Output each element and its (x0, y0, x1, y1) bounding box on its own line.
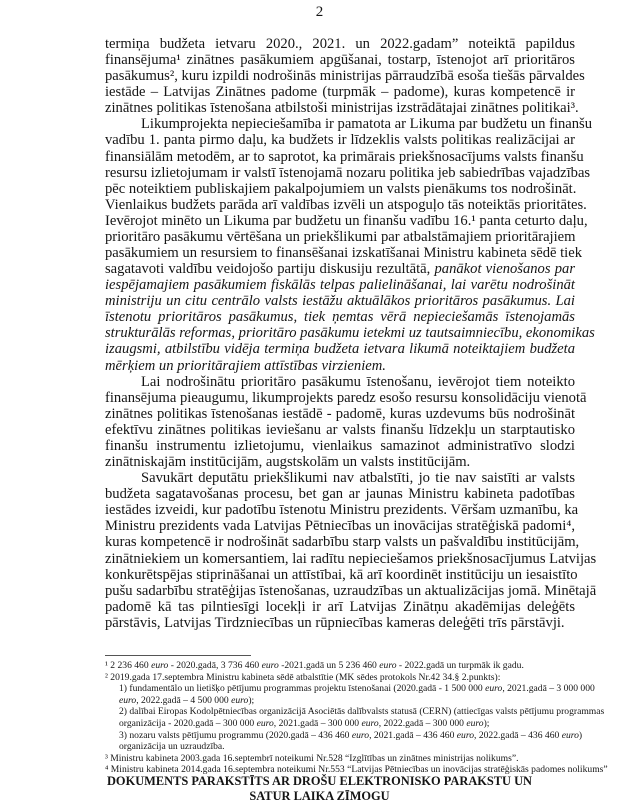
text-line (105, 325, 595, 342)
text-line (105, 132, 575, 148)
text-run: Ministru prezidents vada Latvijas Pētniecības un inovācijas stratēģiskā padomi⁴, (105, 518, 575, 535)
text-line (105, 196, 587, 213)
text-line (105, 277, 575, 293)
text-line (105, 422, 575, 438)
body-text (105, 36, 597, 631)
text-line (105, 358, 575, 374)
text-run: zinātnes politikas īstenošanas iestādē - padomē, kuras uzdevums būs nodrošināt (105, 405, 575, 422)
text-run: Savukārt deputātu priekšlikumi nav atbalstīti, jo tie nav saistīti ar valsts (141, 470, 575, 487)
text-run: Lai nodrošinātu prioritāro pasākumu īstenošanu, ievērojot tiem noteikto (141, 373, 575, 390)
text-line (105, 116, 593, 133)
text-line (105, 470, 575, 486)
text-line (105, 36, 575, 52)
text-run: termiņa budžeta ietvaru 2020., 2021. un 2022.gadam” noteiktā papildus (105, 36, 575, 52)
signature-notice-line-2: SATUR LAIKA ZĪMOGU (249, 789, 390, 803)
text-run: zinātniekiem un komersantiem, lai radītu nepieciešamos priekšnosacījumus Latvijas (105, 550, 597, 567)
text-line (105, 389, 587, 406)
text-run: efektīvu zinātnes politikas ieviešanu ar valsts finanšu līdzekļu un starptautisko (105, 421, 575, 438)
text-run: pušu sadarbību stratēģijas īstenošanas, uzraudzības un aktualizācijas jomā. Minētajā (105, 582, 597, 599)
italic-text-run: īstenotu prioritāros pasākumus, tiek ņemtas vērā nepieciešamās īstenojamās (105, 309, 575, 326)
text-line (105, 534, 580, 551)
paragraph (105, 116, 595, 374)
text-line (105, 518, 575, 534)
text-run: sagatavoti valdību veidojošo partiju diskusiju rezultātā, (105, 261, 435, 278)
footnote-line: organizācija - 2020.gadā – 300 000 euro, 2021.gadā – 300 000 euro, 2022.gadā – 300 000 euro); (119, 717, 490, 729)
text-line (105, 164, 591, 181)
footnote-line: ³ Ministru kabineta 2003.gada 16.septembrī noteikumi Nr.528 “Izglītības un zinātnes ministrijas nolikums”. (105, 752, 519, 764)
text-run: iestādes izveidi, kur padotību īstenotu Ministru prezidents. Vēršam uzmanību, ka (105, 502, 579, 519)
text-run: finanšu instrumentu izlietojumu, vienlaikus samazinot administratīvo slodzi (105, 437, 575, 454)
text-line (105, 566, 578, 583)
text-run: pēc noteiktiem publiskajiem pakalpojumiem un valsts pienākums tos nodrošināt. (105, 180, 577, 197)
page-number: 2 (315, 4, 324, 20)
text-line (105, 454, 575, 470)
paragraph (105, 470, 597, 631)
italic-text-run: iespējamajiem pasākumiem fiskālās telpas palielināšanai, lai varētu nodrošināt (105, 277, 575, 294)
footnotes (105, 660, 608, 776)
text-line (105, 582, 597, 599)
text-line (105, 52, 575, 68)
italic-text-run: mērķiem un prioritārajiem attīstības virzieniem. (105, 357, 386, 374)
text-run: padomē kā tas pilntiesīgi locekļi ir arī Latvijas Zinātņu akadēmijas deleģēts (105, 598, 575, 615)
text-line (105, 181, 575, 197)
text-run: iestāde – Latvijas Zinātnes padome (turpmāk – padome), kuras kompetencē ir (105, 84, 575, 101)
italic-text-run: strukturālās reformas, prioritāro pasākumu ietekmi uz tautsaimniecību, ekonomikas (105, 325, 595, 342)
text-line (105, 438, 575, 454)
paragraph (105, 36, 585, 117)
text-line (105, 486, 575, 502)
text-line (105, 502, 579, 519)
signature-notice (0, 774, 639, 804)
footnote-line: ⁴ Ministru kabineta 2014.gada 16.septembra noteikumi Nr.553 “Latvijas Pētniecības un inovācijas stratēģiskās padomes nolikums” (105, 764, 608, 776)
paragraph (105, 373, 587, 471)
footnote-line: 1) fundamentālo un lietišķo pētījumu programmas projektu īstenošanai (2020.gadā - 1 500 000 euro, 2021.gadā – 3 000 000 (119, 683, 595, 695)
text-line (105, 341, 575, 357)
text-run: pārstāvis, Latvijas Tirdzniecības un rūpniecības kameras deleģēti trīs pārstāvji. (105, 614, 565, 631)
footnote-line: ² 2019.gada 17.septembra Ministru kabineta sēdē atbalstītie (MK sēdes protokols Nr.42 34.§ 2.punkts): (105, 671, 501, 683)
italic-text-run: izaugsmi, atbilstību vidēja termiņa budžeta ietvara likumā noteiktajiem budžeta (105, 341, 575, 358)
footnote-line: 2) dalībai Eiropas Kodolpētniecības organizācijā Asociētās dalībvalsts statusā (CERN) (attiecīgas valsts pētījumu programmas (119, 706, 605, 718)
text-line (105, 148, 584, 165)
text-run: zinātnes politikas īstenošana atbilstoši ministrijas izstrādātajai zinātnes politikai³. (105, 100, 579, 117)
text-run: konkurētspējas stiprināšanai un attīstībai, kā arī koordinēt institūciju un iesaistīto (105, 566, 578, 583)
text-line (105, 374, 575, 390)
signature-notice-line-1: DOKUMENTS PARAKSTĪTS AR DROŠU ELEKTRONISKO PARAKSTU UN (106, 774, 533, 788)
text-line (105, 261, 575, 277)
text-run: Ievērojot minēto un Likuma par budžetu un finanšu vadību 16.¹ panta ceturto daļu, (105, 212, 588, 229)
text-line (105, 100, 579, 117)
text-run: zinātniskajām institūcijām, augstskolām un valsts institūcijām. (105, 454, 471, 471)
text-run: budžeta sagatavošanas procesu, bet gan ar jaunas Ministru kabineta padotības (105, 486, 575, 503)
text-line (105, 599, 575, 615)
text-run: resursu izlietojumam ir valstī īstenojamā nozaru politika jeb sabiedrības vajadzības (105, 164, 591, 181)
footnote-line: ¹ 2 236 460 euro - 2020.gadā, 3 736 460 euro -2021.gadā un 5 236 460 euro - 2022.gadā un turpmāk ik gadu. (105, 660, 524, 671)
text-run: Vienlaikus budžets parāda arī valdības izvēli un atspoguļo tās noteiktās prioritātes. (105, 196, 587, 213)
text-line (105, 406, 575, 422)
text-line (105, 615, 575, 631)
text-run: finansējuma pieaugumu, likumprojekts paredz esošo resursu konsolidāciju vienotā (105, 389, 587, 406)
text-run: prioritāro pasākumu vērtēšana un priekšlikumi par atbalstāmajiem prioritārajiem (105, 228, 576, 245)
footnote-line: euro, 2022.gadā – 4 500 000 euro); (119, 694, 255, 706)
text-run: vadību 1. panta pirmo daļu, ka budžets ir līdzeklis valsts politikas realizācijai ar (105, 132, 575, 149)
text-run: finansējuma¹ zinātnes pasākumiem apgūšanai, tostarp, īstenojot arī prioritāros (105, 52, 575, 69)
text-line (105, 293, 575, 309)
text-run: pasākumiem un resursiem to finansēšanai izskatīšanai Ministru kabineta sēdē tiek (105, 245, 583, 262)
footnote-divider (105, 655, 251, 656)
text-line (105, 84, 575, 100)
text-line (105, 550, 597, 567)
text-line (105, 309, 575, 325)
italic-text-run: ministriju un citu centrālo valsts iestāžu aktuālākos prioritāros pasākumus. Lai (105, 293, 575, 310)
text-line (105, 68, 585, 85)
footnote-line: organizācija un uzraudzība. (119, 741, 225, 753)
italic-text-run: panākot vienošanos par (434, 261, 575, 278)
text-run: pasākumus², kuru izpildi nodrošinās ministrijas pārraudzībā esoša tiešās pārvaldes (105, 68, 585, 85)
text-line (105, 245, 583, 262)
text-run: finansiālām metodēm, ar to saprotot, ka primārais priekšnosacījums valsts finanšu (105, 148, 584, 165)
text-run: kuras kompetencē ir nodrošināt sadarbību starp valsts un pašvaldību institūcijām, (105, 534, 580, 551)
footnote-line: 3) nozaru valsts pētījumu programmu (2020.gadā – 436 460 euro, 2021.gadā – 436 460 euro, 2022.gadā – 436 460 euro) (119, 729, 583, 741)
text-line (105, 229, 575, 245)
text-run: Likumprojekta nepieciešamība ir pamatota ar Likuma par budžetu un finanšu (141, 116, 593, 133)
text-line (105, 212, 588, 229)
